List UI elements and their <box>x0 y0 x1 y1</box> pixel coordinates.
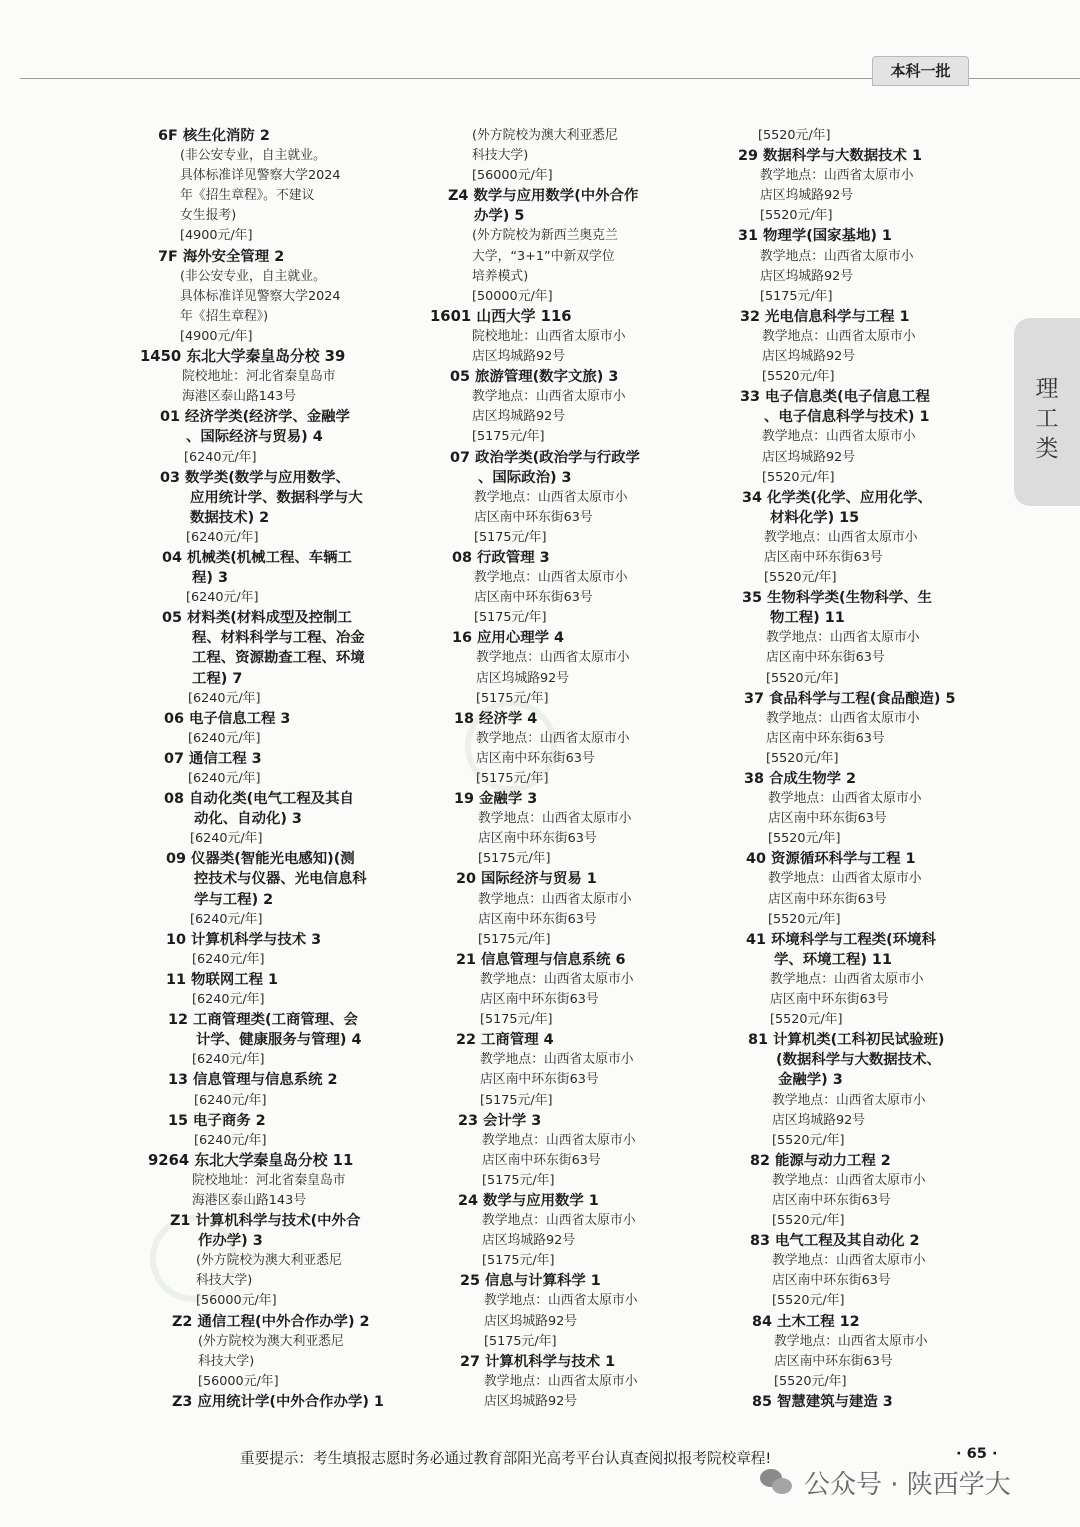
note-line: (外方院校为澳大利亚悉尼 <box>472 128 618 143</box>
major-line: 数据技术) 2 <box>190 509 270 526</box>
tuition-fee: [6240元/年] <box>184 449 257 465</box>
tuition-fee: [5175元/年] <box>760 288 833 304</box>
tuition-fee: [5520元/年] <box>766 750 839 766</box>
note-line: 店区南中环东街63号 <box>772 1273 891 1289</box>
major-line: 34 化学类(化学、应用化学、 <box>742 489 932 506</box>
tuition-fee: [6240元/年] <box>190 831 263 847</box>
note-line: 年《招生章程》。不建议 <box>180 188 315 204</box>
note-line: 科技大学) <box>196 1273 253 1289</box>
tuition-fee: [5175元/年] <box>478 851 551 867</box>
major-line: 01 经济学类(经济学、金融学 <box>160 409 350 426</box>
wechat-icon <box>760 1467 794 1497</box>
note-line: 教学地点：山西省太原市小 <box>768 871 922 887</box>
tuition-fee: [5175元/年] <box>482 1253 555 1269</box>
tuition-fee: [6240元/年] <box>190 911 263 927</box>
note-line: 教学地点：山西省太原市小 <box>774 1333 928 1349</box>
note-line: 教学地点：山西省太原市小 <box>474 489 628 505</box>
note-line: 海港区泰山路143号 <box>182 389 297 405</box>
major-line: 学与工程) 2 <box>194 891 274 908</box>
major-line: 31 物理学(国家基地) 1 <box>738 228 892 245</box>
note-line: 教学地点：山西省太原市小 <box>478 891 632 907</box>
major-line: Z3 应用统计学(中外合作办学) 1 <box>172 1393 384 1410</box>
note-line: 教学地点：山西省太原市小 <box>760 168 914 184</box>
major-line: 7F 海外安全管理 2 <box>158 248 285 265</box>
note-line: (外方院校为澳大利亚悉尼 <box>196 1253 342 1269</box>
tuition-fee: [5175元/年] <box>482 1172 555 1188</box>
major-line: 29 数据科学与大数据技术 1 <box>738 148 922 165</box>
tuition-fee: [5175元/年] <box>472 429 545 445</box>
school-heading: 1601 山西大学 116 <box>430 307 572 325</box>
note-line: 教学地点：山西省太原市小 <box>762 429 916 445</box>
tuition-fee: [5520元/年] <box>772 1132 845 1148</box>
major-line: 、电子信息科学与技术) 1 <box>764 409 930 426</box>
major-line: 40 资源循环科学与工程 1 <box>746 851 916 868</box>
note-line: 教学地点：山西省太原市小 <box>478 811 632 827</box>
note-line: 店区坞城路92号 <box>760 188 854 204</box>
note-line: 店区南中环东街63号 <box>774 1353 893 1369</box>
note-line: 年《招生章程》) <box>180 308 269 324</box>
note-line: 科技大学) <box>198 1353 255 1369</box>
note-line: 店区南中环东街63号 <box>480 992 599 1008</box>
major-line: 04 机械类(机械工程、车辆工 <box>162 549 352 566</box>
major-line: 18 经济学 4 <box>454 710 538 727</box>
major-line: 材料化学) 15 <box>770 509 860 526</box>
tuition-fee: [5175元/年] <box>478 931 551 947</box>
major-line: Z2 通信工程(中外合作办学) 2 <box>172 1313 370 1330</box>
major-line: 工程、资源勘查工程、环境 <box>192 650 365 667</box>
major-line: 物工程) 11 <box>770 610 845 627</box>
major-line: 37 食品科学与工程(食品酿造) 5 <box>744 690 956 707</box>
note-line: 店区南中环东街63号 <box>478 911 597 927</box>
major-line: 24 数学与应用数学 1 <box>458 1192 599 1209</box>
tuition-fee: [56000元/年] <box>196 1293 277 1309</box>
note-line: 店区南中环东街63号 <box>772 1192 891 1208</box>
major-line: 13 信息管理与信息系统 2 <box>168 1072 338 1089</box>
note-line: 店区坞城路92号 <box>484 1313 578 1329</box>
column-1 <box>140 126 440 1412</box>
note-line: 教学地点：山西省太原市小 <box>772 1253 926 1269</box>
major-line: 11 物联网工程 1 <box>166 971 279 988</box>
tuition-fee: [6240元/年] <box>188 730 261 746</box>
major-line: 、国际经济与贸易) 4 <box>186 429 323 446</box>
note-line: 店区南中环东街63号 <box>764 549 883 565</box>
major-line: 33 电子信息类(电子信息工程 <box>740 389 930 406</box>
note-line: 教学地点：山西省太原市小 <box>480 1052 634 1068</box>
note-line: 店区坞城路92号 <box>472 409 566 425</box>
major-line: 84 土木工程 12 <box>752 1313 860 1330</box>
major-line: 85 智慧建筑与建造 3 <box>752 1393 893 1410</box>
major-line: 6F 核生化消防 2 <box>158 128 270 144</box>
tuition-fee: [6240元/年] <box>188 771 261 786</box>
major-line: (数据科学与大数据技术、 <box>776 1052 941 1069</box>
tuition-fee: [6240元/年] <box>192 1052 265 1068</box>
tuition-fee: [5520元/年] <box>772 1213 845 1229</box>
wechat-watermark <box>760 1462 1011 1502</box>
major-line: 20 国际经济与贸易 1 <box>456 871 597 888</box>
note-line: 教学地点：山西省太原市小 <box>482 1132 636 1148</box>
note-line: 教学地点：山西省太原市小 <box>474 570 628 586</box>
note-line: 教学地点：山西省太原市小 <box>770 971 924 987</box>
note-line: 店区坞城路92号 <box>476 670 570 686</box>
tuition-fee: [4900元/年] <box>180 228 253 244</box>
note-line: 店区坞城路92号 <box>762 449 856 465</box>
note-line: 教学地点：山西省太原市小 <box>764 529 918 545</box>
note-line: 教学地点：山西省太原市小 <box>472 389 626 405</box>
major-line: 32 光电信息科学与工程 1 <box>740 308 910 325</box>
note-line: 教学地点：山西省太原市小 <box>476 650 630 666</box>
major-line: Z1 计算机科学与技术(中外合 <box>170 1213 361 1230</box>
note-line: 店区南中环东街63号 <box>768 811 887 827</box>
major-line: 08 自动化类(电气工程及其自 <box>164 791 354 808</box>
note-line: (非公安专业，自主就业。 <box>180 268 326 284</box>
major-line: Z4 数学与应用数学(中外合作 <box>448 188 639 205</box>
column-3 <box>738 126 1008 1412</box>
note-line: 教学地点：山西省太原市小 <box>480 971 634 987</box>
note-line: 教学地点：山西省太原市小 <box>484 1373 638 1389</box>
major-line: 09 仪器类(智能光电感知)(测 <box>166 851 355 868</box>
note-line: 店区南中环东街63号 <box>766 650 885 666</box>
tuition-fee: [5175元/年] <box>476 690 549 706</box>
major-line: 15 电子商务 2 <box>168 1112 266 1129</box>
major-line: 05 旅游管理(数字文旅) 3 <box>450 369 619 386</box>
note-line: 培养模式) <box>472 268 529 284</box>
tuition-fee: [56000元/年] <box>198 1373 279 1389</box>
note-line: 店区南中环东街63号 <box>482 1152 601 1168</box>
note-line: 教学地点：山西省太原市小 <box>766 630 920 646</box>
note-line: 大学，“3+1”中新双学位 <box>472 248 615 264</box>
major-line: 27 计算机科学与技术 1 <box>460 1353 616 1370</box>
major-line: 学、环境工程) 11 <box>774 951 892 968</box>
tuition-fee: [5520元/年] <box>770 1012 843 1028</box>
note-line: 店区坞城路92号 <box>772 1112 866 1128</box>
note-line: 院校地址：河北省秦皇岛市 <box>182 369 336 385</box>
note-line: 店区南中环东街63号 <box>474 509 593 525</box>
note-line: 女生报考) <box>180 208 237 224</box>
tuition-fee: [6240元/年] <box>186 529 259 545</box>
note-line: 教学地点：山西省太原市小 <box>476 730 630 746</box>
major-line: 办学) 5 <box>474 208 525 225</box>
major-line: 应用统计学、数据科学与大 <box>190 489 363 506</box>
note-line: 店区坞城路92号 <box>760 268 854 284</box>
tuition-fee: [56000元/年] <box>472 168 553 184</box>
tuition-fee: [5520元/年] <box>766 670 839 686</box>
note-line: 店区南中环东街63号 <box>478 831 597 847</box>
major-line: 25 信息与计算科学 1 <box>460 1273 601 1290</box>
note-line: 院校地址：山西省太原市小 <box>472 328 626 344</box>
note-line: 院校地址：河北省秦皇岛市 <box>192 1172 346 1188</box>
major-line: 41 环境科学与工程类(环境科 <box>746 931 936 948</box>
tuition-fee: [6240元/年] <box>194 1132 267 1148</box>
major-line: 金融学) 3 <box>778 1072 843 1089</box>
tuition-fee: [6240元/年] <box>192 992 265 1008</box>
note-line: 教学地点：山西省太原市小 <box>768 791 922 807</box>
major-line: 05 材料类(材料成型及控制工 <box>162 610 352 627</box>
note-line: 店区南中环东街63号 <box>766 730 885 746</box>
major-line: 03 数学类(数学与应用数学、 <box>160 469 350 486</box>
category-side-tab: 理 工 类 <box>1014 318 1080 506</box>
note-line: 具体标准详见警察大学2024 <box>180 168 341 184</box>
major-line: 38 合成生物学 2 <box>744 771 857 787</box>
major-line: 控技术与仪器、光电信息科 <box>194 871 367 888</box>
note-line: (非公安专业，自主就业。 <box>180 148 326 164</box>
major-line: 21 信息管理与信息系统 6 <box>456 951 626 968</box>
major-line: 08 行政管理 3 <box>452 549 550 566</box>
major-line: 10 计算机科学与技术 3 <box>166 931 322 948</box>
school-heading: 1450 东北大学秦皇岛分校 39 <box>140 348 346 366</box>
major-line: 动化、自动化) 3 <box>194 811 302 828</box>
tuition-fee: [5175元/年] <box>474 529 547 545</box>
tuition-fee: [5175元/年] <box>476 771 549 786</box>
note-line: 店区南中环东街63号 <box>480 1072 599 1088</box>
wechat-account-label: 公众号 · 陕西学大 <box>804 1469 1011 1500</box>
tuition-fee: [5520元/年] <box>764 570 837 586</box>
major-line: 83 电气工程及其自动化 2 <box>750 1233 920 1250</box>
note-line: 科技大学) <box>472 148 529 164</box>
tuition-fee: [50000元/年] <box>472 288 553 304</box>
tuition-fee: [5520元/年] <box>758 128 831 143</box>
page-number: · 65 · <box>956 1445 998 1462</box>
note-line: 店区南中环东街63号 <box>768 891 887 907</box>
note-line: 教学地点：山西省太原市小 <box>482 1213 636 1229</box>
major-line: 计学、健康服务与管理) 4 <box>196 1032 362 1049</box>
tuition-fee: [5175元/年] <box>480 1092 553 1108</box>
tuition-fee: [6240元/年] <box>192 951 265 967</box>
note-line: 海港区泰山路143号 <box>192 1192 307 1208</box>
note-line: 店区南中环东街63号 <box>476 750 595 766</box>
major-line: 35 生物科学类(生物科学、生 <box>742 590 932 607</box>
note-line: 教学地点：山西省太原市小 <box>772 1172 926 1188</box>
tuition-fee: [6240元/年] <box>188 690 261 706</box>
note-line: (外方院校为新西兰奥克兰 <box>472 228 618 244</box>
major-line: 工程) 7 <box>192 670 243 687</box>
major-line: 19 金融学 3 <box>454 791 538 808</box>
note-line: 教学地点：山西省太原市小 <box>772 1092 926 1108</box>
major-line: 16 应用心理学 4 <box>452 630 565 647</box>
note-line: 店区坞城路92号 <box>762 349 856 365</box>
tuition-fee: [5175元/年] <box>480 1012 553 1028</box>
major-line: 、国际政治) 3 <box>478 469 572 486</box>
major-line: 程、材料科学与工程、冶金 <box>192 630 365 647</box>
tuition-fee: [5520元/年] <box>762 369 835 385</box>
note-line: (外方院校为澳大利亚悉尼 <box>198 1333 344 1349</box>
section-tag: 本科一批 <box>872 56 969 86</box>
tuition-fee: [6240元/年] <box>186 590 259 606</box>
column-2 <box>430 126 730 1412</box>
major-line: 程) 3 <box>192 570 228 587</box>
important-notice: 重要提示：考生填报志愿时务必通过教育部阳光高考平台认真查阅拟报考院校章程! <box>240 1450 772 1467</box>
major-line: 06 电子信息工程 3 <box>164 710 291 727</box>
tuition-fee: [5175元/年] <box>484 1333 557 1349</box>
tuition-fee: [4900元/年] <box>180 328 253 344</box>
major-line: 作办学) 3 <box>198 1233 263 1250</box>
school-heading: 9264 东北大学秦皇岛分校 11 <box>148 1151 354 1169</box>
tuition-fee: [5175元/年] <box>474 610 547 626</box>
note-line: 店区坞城路92号 <box>484 1393 578 1409</box>
tuition-fee: [5520元/年] <box>768 911 841 927</box>
note-line: 教学地点：山西省太原市小 <box>766 710 920 726</box>
major-line: 81 计算机类(工科初民试验班) <box>748 1032 945 1049</box>
note-line: 教学地点：山西省太原市小 <box>760 248 914 264</box>
tuition-fee: [5520元/年] <box>762 469 835 485</box>
note-line: 教学地点：山西省太原市小 <box>762 328 916 344</box>
note-line: 店区南中环东街63号 <box>474 590 593 606</box>
tuition-fee: [5520元/年] <box>768 831 841 847</box>
major-line: 82 能源与动力工程 2 <box>750 1152 891 1169</box>
tuition-fee: [5520元/年] <box>772 1293 845 1309</box>
major-line: 22 工商管理 4 <box>456 1032 554 1049</box>
tuition-fee: [5520元/年] <box>760 208 833 224</box>
tuition-fee: [6240元/年] <box>194 1092 267 1108</box>
major-line: 12 工商管理类(工商管理、会 <box>168 1012 358 1029</box>
major-line: 07 通信工程 3 <box>164 750 262 767</box>
major-line: 07 政治学类(政治学与行政学 <box>450 449 640 466</box>
note-line: 店区坞城路92号 <box>482 1233 576 1249</box>
major-line: 23 会计学 3 <box>458 1112 542 1129</box>
note-line: 教学地点：山西省太原市小 <box>484 1293 638 1309</box>
note-line: 店区坞城路92号 <box>472 349 566 365</box>
tuition-fee: [5520元/年] <box>774 1373 847 1389</box>
note-line: 具体标准详见警察大学2024 <box>180 288 341 304</box>
note-line: 店区南中环东街63号 <box>770 992 889 1008</box>
